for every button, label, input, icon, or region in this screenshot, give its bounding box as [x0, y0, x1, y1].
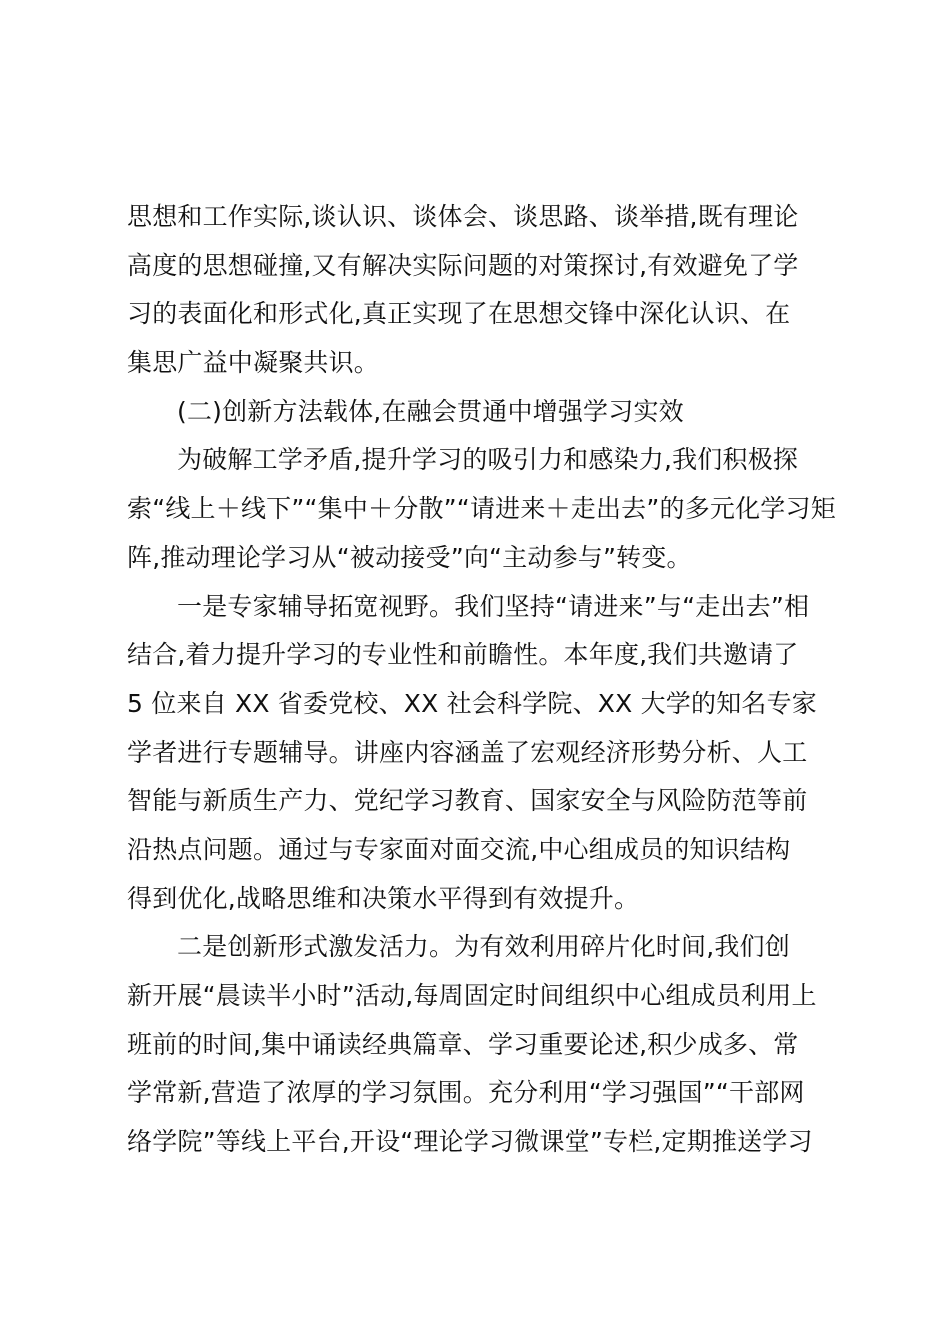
text-line: 络学院”等线上平台,开设“理论学习微课堂”专栏,定期推送学习: [127, 1127, 813, 1157]
text-line: 二是创新形式激发活力。为有效利用碎片化时间,我们创: [177, 932, 790, 962]
text-line: 班前的时间,集中诵读经典篇章、学习重要论述,积少成多、常: [127, 1029, 799, 1059]
text-line: 新开展“晨读半小时”活动,每周固定时间组织中心组成员利用上: [127, 981, 817, 1010]
text-line: 得到优化,战略思维和决策水平得到有效提升。: [127, 883, 640, 913]
section-heading: (二)创新方法载体,在融会贯通中增强学习实效: [177, 396, 684, 426]
text-line: 阵,推动理论学习从“被动接受”向“主动参与”转变。: [127, 542, 692, 572]
text-line: 集思广益中凝聚共识。: [127, 348, 380, 378]
text-line: 为破解工学矛盾,提升学习的吸引力和感染力,我们积极探: [177, 445, 799, 475]
text-line: 智能与新质生产力、党纪学习教育、国家安全与风险防范等前: [127, 786, 808, 816]
body-text: [127, 193, 836, 1167]
text-line: 一是专家辅导拓宽视野。我们坚持“请进来”与“走出去”相: [177, 591, 810, 621]
text-line: 学者进行专题辅导。讲座内容涵盖了宏观经济形势分析、人工: [127, 737, 808, 767]
text-line: 思想和工作实际,谈认识、谈体会、谈思路、谈举措,既有理论: [127, 202, 799, 231]
text-line: 结合,着力提升学习的专业性和前瞻性。本年度,我们共邀请了: [127, 640, 799, 670]
text-line: 学常新,营造了浓厚的学习氛围。充分利用“学习强国”“干部网: [127, 1078, 805, 1108]
text-line: 5 位来自 XX 省委党校、XX 社会科学院、XX 大学的知名专家: [127, 688, 818, 718]
text-line: 沿热点问题。通过与专家面对面交流,中心组成员的知识结构: [127, 834, 791, 864]
text-line: 高度的思想碰撞,又有解决实际问题的对策探讨,有效避免了学: [127, 250, 799, 280]
text-line: 索“线上＋线下”“集中＋分散”“请进来＋走出去”的多元化学习矩: [127, 494, 836, 524]
text-line: 习的表面化和形式化,真正实现了在思想交锋中深化认识、在: [127, 299, 791, 329]
